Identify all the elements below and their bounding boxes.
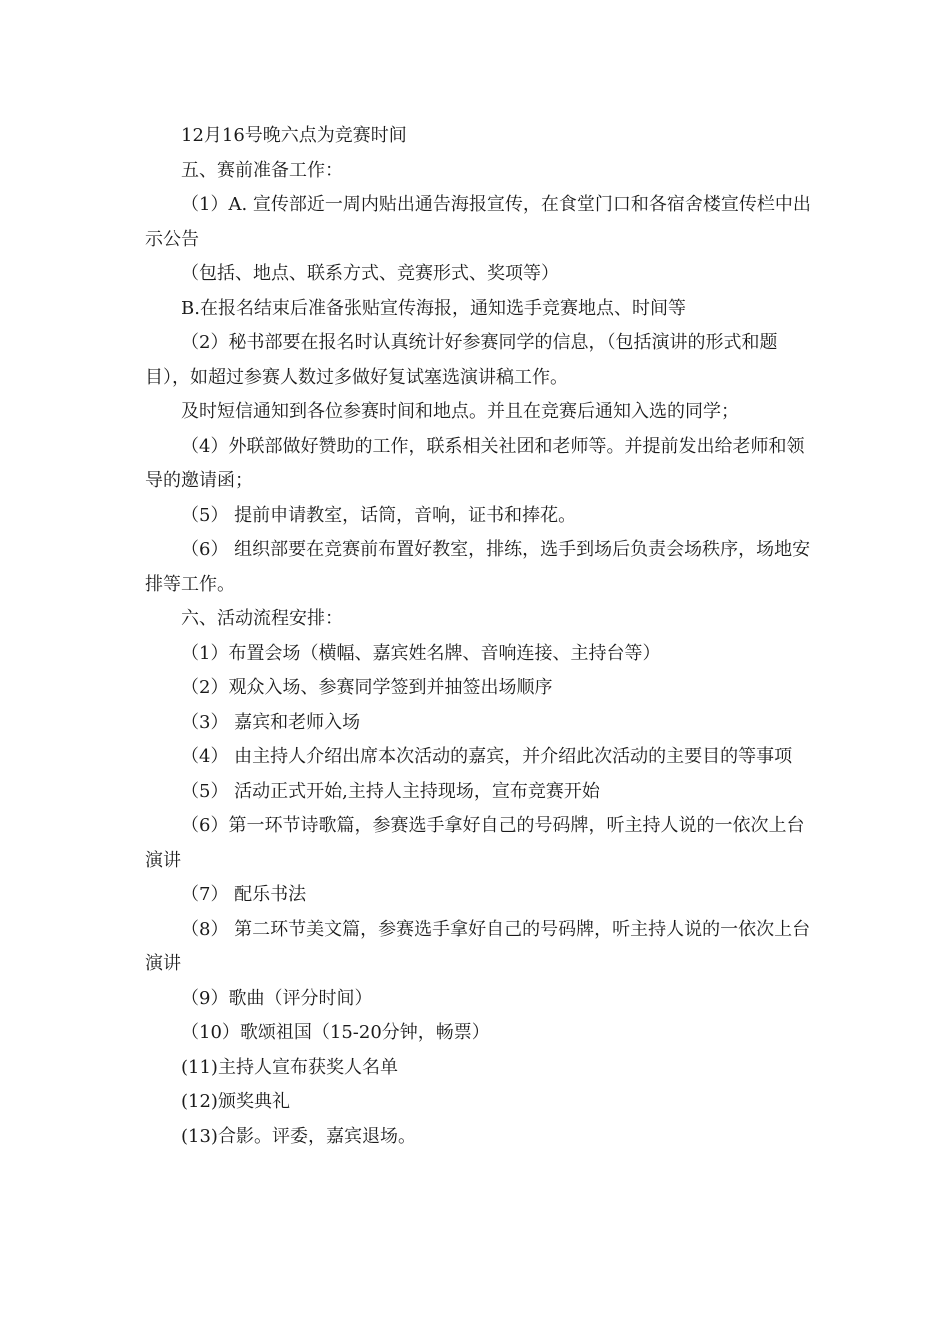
list-item-flow-9: （9）歌曲（评分时间） [181,987,373,1009]
list-item-flow-3: （3） 嘉宾和老师入场 [181,711,361,733]
list-item-flow-7: （7） 配乐书法 [181,884,307,905]
list-item-flow-5: （5） 活动正式开始,主持人主持现场，宣布竞赛开始 [181,780,600,802]
paragraph-publicity-b: B.在报名结束后准备张贴宣传海报，通知选手竞赛地点、时间等 [181,297,686,319]
list-item-flow-4: （4） 由主持人介绍出席本次活动的嘉宾，并介绍此次活动的主要目的等事项 [181,746,793,767]
paragraph-sms-notice: 及时短信通知到各位参赛时间和地点。并且在竞赛后通知入选的同学； [181,401,739,422]
list-item-flow-10: （10）歌颂祖国（15-20分钟，畅票） [181,1022,490,1043]
list-item-flow-6: （6）第一环节诗歌篇，参赛选手拿好自己的号码牌，听主持人说的一依次上台演讲 [145,815,805,871]
paragraph-publicity-details: （包括、地点、联系方式、竞赛形式、奖项等） [181,263,559,284]
heading-preparation: 五、赛前准备工作： [181,159,343,181]
paragraph-equipment: （5） 提前申请教室，话筒，音响，证书和捧花。 [181,504,577,526]
paragraph-competition-time: 12月16号晚六点为竞赛时间 [181,125,407,146]
paragraph-secretariat: （2）秘书部要在报名时认真统计好参赛同学的信息，（包括演讲的形式和题目），如超过参赛人数过多做好复试塞选演讲稿工作。 [145,332,778,388]
list-item-flow-2: （2）观众入场、参赛同学签到并抽签出场顺序 [181,677,553,698]
list-item-flow-8: （8） 第二环节美文篇，参赛选手拿好自己的号码牌，听主持人说的一依次上台演讲 [145,918,811,974]
paragraph-organization: （6） 组织部要在竞赛前布置好教室，排练，选手到场后负责会场秩序，场地安排等工作。 [145,539,811,595]
list-item-flow-12: (12)颁奖典礼 [181,1091,290,1112]
list-item-flow-13: (13)合影。评委，嘉宾退场。 [181,1125,416,1147]
heading-activity-flow: 六、活动流程安排： [181,608,343,629]
list-item-flow-11: (11)主持人宣布获奖人名单 [181,1056,398,1078]
paragraph-external-relations: （4）外联部做好赞助的工作，联系相关社团和老师等。并提前发出给老师和领导的邀请函； [145,435,805,491]
list-item-flow-1: （1）布置会场（横幅、嘉宾姓名牌、音响连接、主持台等） [181,642,661,664]
document-body [145,119,815,1154]
paragraph-publicity-a: （1）A. 宣传部近一周内贴出通告海报宣传，在食堂门口和各宿舍楼宣传栏中出示公告 [145,194,811,250]
